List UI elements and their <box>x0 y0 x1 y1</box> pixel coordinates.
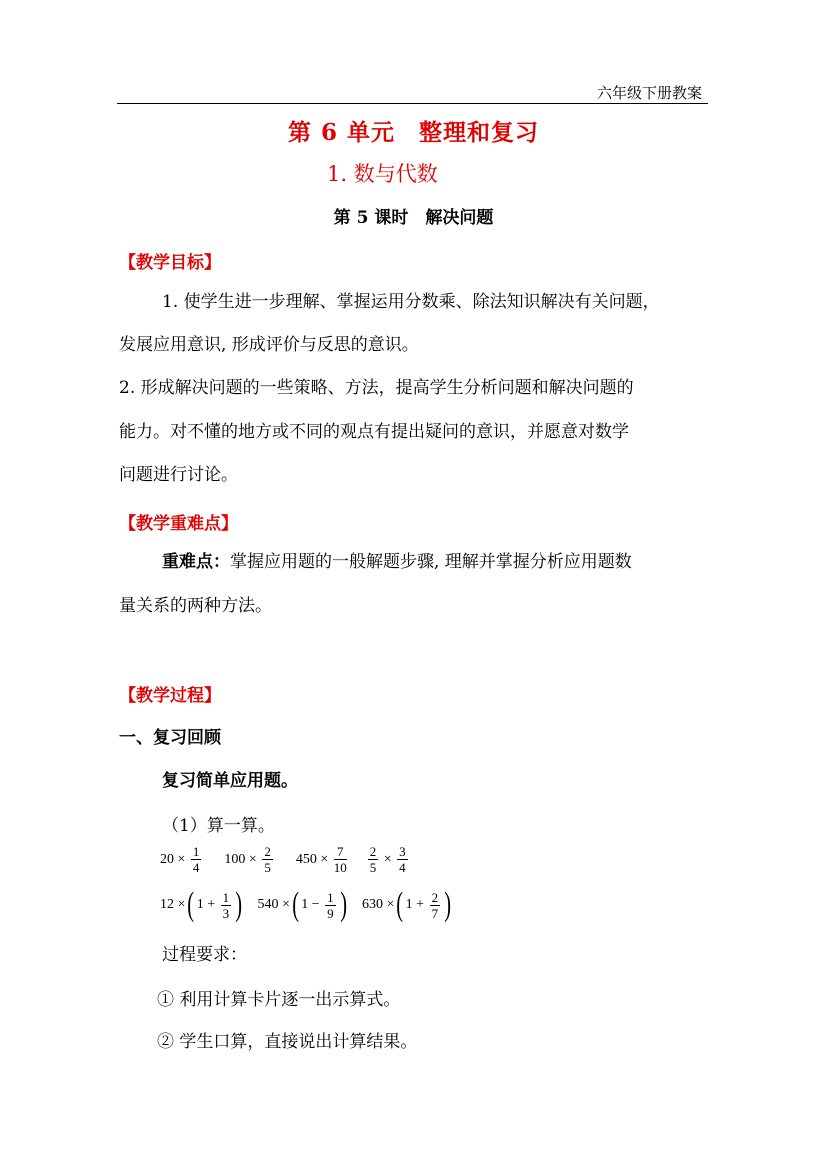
objective-2-line-1: 2. 形成解决问题的一些策略、方法，提高学生分析问题和解决问题的 <box>119 378 634 398</box>
objective-2-line-3: 问题进行讨论。 <box>119 465 238 485</box>
review-subheading: 复习简单应用题。 <box>162 771 298 791</box>
objective-1-line-2: 发展应用意识, 形成评价与反思的意识。 <box>119 335 419 355</box>
expr-4: $\frac{2}{5}$ × $\frac{3}{4}$ <box>369 844 406 875</box>
expr-3: 450 × $\frac{7}{10}$ <box>295 844 347 875</box>
key-points-heading: 【教学重难点】 <box>119 514 238 534</box>
part-one-heading: 一、复习回顾 <box>119 728 221 748</box>
key-points-text: 掌握应用题的一般解题步骤, 理解并掌握分析应用题数 <box>230 552 632 572</box>
requirement-2: ② 学生口算，直接说出计算结果。 <box>157 1032 418 1052</box>
lesson-title: 第 5 课时 解决问题 <box>333 208 494 228</box>
objective-1-line-1: 1. 使学生进一步理解、掌握运用分数乘、除法知识解决有关问题， <box>162 292 660 312</box>
expr-1: 20 × $\frac{1}{4}$ <box>160 844 200 875</box>
expr-7: 630 ×( 1 + $\frac{2}{7}$ ) <box>361 886 452 923</box>
requirement-1: ① 利用计算卡片逐一出示算式。 <box>157 990 401 1010</box>
header-divider <box>117 103 708 104</box>
unit-title: 第 6 单元 整理和复习 <box>287 119 540 146</box>
key-points-line-1 <box>162 544 632 580</box>
math-row-1 <box>160 844 410 875</box>
math-row-2 <box>160 886 453 924</box>
expr-2: 100 × $\frac{2}{5}$ <box>224 844 271 875</box>
process-heading: 【教学过程】 <box>119 686 221 706</box>
requirements-label: 过程要求： <box>162 945 247 965</box>
expr-5: 12 ×( 1 + $\frac{1}{3}$ ) <box>160 886 243 923</box>
objectives-heading: 【教学目标】 <box>119 253 221 273</box>
key-points-line-2: 量关系的两种方法。 <box>119 596 272 616</box>
exercise-1-label: （1）算一算。 <box>162 816 275 836</box>
expr-6: 540 ×( 1 − $\frac{1}{9}$ ) <box>257 886 347 923</box>
header-label: 六年级下册教案 <box>596 84 702 102</box>
objective-2-line-2: 能力。对不懂的地方或不同的观点有提出疑问的意识，并愿意对数学 <box>119 422 629 442</box>
section-subtitle: 1. 数与代数 <box>327 162 438 186</box>
key-points-label: 重难点： <box>162 552 230 572</box>
